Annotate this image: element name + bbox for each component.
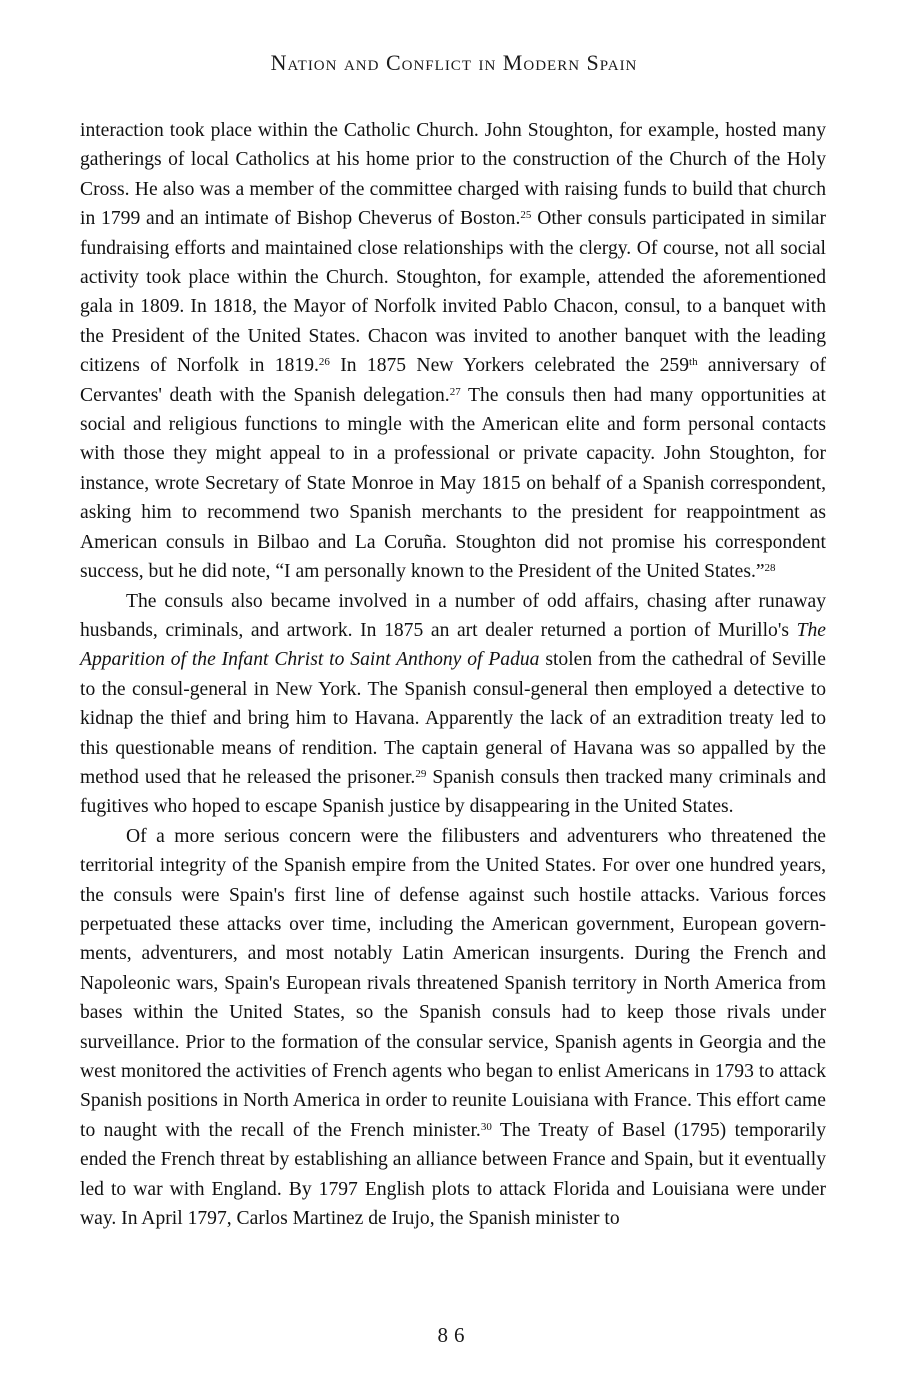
running-head: Nation and Conflict in Modern Spain	[270, 50, 638, 75]
footnote-ref-26: 26	[318, 356, 330, 369]
paragraph-1-text: In 1875 New Yorkers celebrated the 259	[329, 355, 690, 377]
paragraph-1-text: anniversary of Cervantes' death with the Spanish delegation.	[80, 355, 826, 406]
artwork-title: The Apparition of the Infant Christ to Saint Anthony of Padua	[80, 619, 826, 671]
paragraph-3	[80, 822, 826, 1234]
paragraph-2-text: Spanish consuls then tracked many criminals and fugitives who hoped to escape Spanish justice by disappearing in the United States.	[80, 766, 827, 818]
footnote-ref-30: 30	[480, 1120, 492, 1133]
paragraph-1	[80, 116, 826, 587]
paragraph-3-text: Of a more serious concern were the filibusters and adventurers who threatened the territorial integrity of the Spanish empire from the United States. For over one hundred years, the consuls were Spain's first line of defense against such hostile attacks. Various forces perpetuated these attacks over time, including the American government, European governments, adventurers, and most notably Latin American insurgents. During the French and Napoleonic wars, Spain's European rivals threatened Spanish territory in North America from bases within the United States, so the Spanish consuls had to keep those rivals under surveillance. Prior to the formation of the consular service, Spanish agents in Georgia and the west monitored the activities of French agents who began to enlist Americans in 1793 to attack Spanish positions in North America in order to reunite Louisiana with France. This effort came to naught with the recall of the French minister.	[80, 825, 826, 1141]
paragraph-1-text: interaction took place within the Catholic Church. John Stoughton, for example, hosted many gatherings of local Catholics at his home prior to the construction of the Church of the Holy Cross. He also was a member of the committee charged with raising funds to build that church in 1799 and an intimate of Bishop Cheverus of Boston.	[80, 120, 826, 230]
paragraph-1-text: The consuls then had many opportunities at social and religious functions to mingle with the American elite and form personal contacts with those they might appeal to in a professional or private capacity. John Stoughton, for instance, wrote Secretary of State Monroe in May 1815 on behalf of a Spanish correspondent, asking him to recommend two Spanish merchants to the president for reappointment as American consuls in Bilbao and La Coruña. Stoughton did not promise his correspondent success, but he did note, “I am personally known to the President of the United States.”	[80, 384, 826, 583]
ordinal-suffix: th	[689, 356, 698, 369]
paragraph-3-text: The Treaty of Basel (1795) temporarily ended the French threat by establishing an alliance between France and Spain, but it eventually led to war with England. By 1797 English plots to attack Florida and Louisiana were under way. In April 1797, Carlos Martinez de Irujo, the Spanish minister to	[80, 1119, 826, 1230]
paragraph-1-text: Other consuls participated in similar fundraising efforts and maintained close relationships with the clergy. Of course, not all social activity took place within the Church. Stoughton, for example, attended the aforementioned gala in 1809. In 1818, the Mayor of Norfolk invited Pablo Chacon, consul, to a banquet with the President of the United States. Chacon was invited to another banquet with the leading citizens of Norfolk in 1819.	[80, 208, 826, 377]
paragraph-2	[80, 587, 826, 822]
paragraph-2-text: The consuls also became involved in a number of odd affairs, chasing after runaway husbands, criminals, and artwork. In 1875 an art dealer returned a portion of Murillo's	[80, 590, 826, 641]
paragraph-2-text: stolen from the cathedral of Seville to the consul-general in New York. The Spanish consul-general then employed a detective to kidnap the thief and bring him to Havana. Apparently the lack of an extradition treaty led to this questionable means of rendition. The captain general of Havana was so appalled by the method used that he released the prisoner.	[80, 649, 826, 788]
footnote-ref-28: 28	[764, 562, 776, 575]
body-text	[80, 116, 826, 1233]
footnote-ref-27: 27	[449, 385, 461, 398]
footnote-ref-25: 25	[520, 209, 532, 222]
footnote-ref-29: 29	[415, 767, 427, 780]
page-number: 86	[437, 1323, 471, 1347]
